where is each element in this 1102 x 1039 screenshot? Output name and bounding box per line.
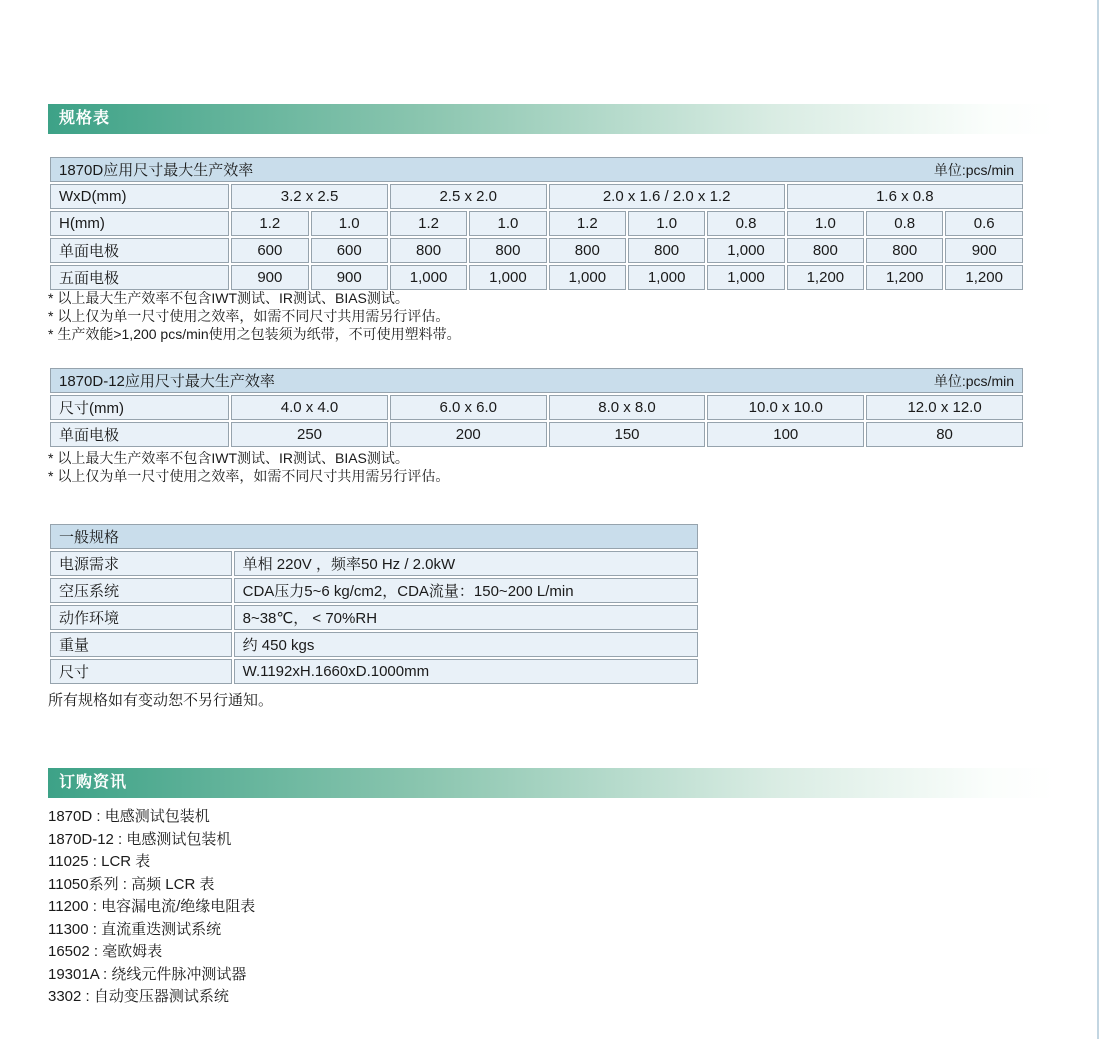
table-cell: 1.0 <box>787 211 864 236</box>
table-cell: 800 <box>549 238 626 263</box>
table-cell: 约 450 kgs <box>234 632 698 657</box>
table-cell: 80 <box>866 422 1023 447</box>
table-cell: 1.0 <box>311 211 388 236</box>
table-cell: 150 <box>549 422 706 447</box>
table-cell: 0.6 <box>945 211 1023 236</box>
row-label: 单面电极 <box>50 422 229 447</box>
table-cell: 1,000 <box>628 265 705 290</box>
ordering-item: 11300 : 直流重迭测试系统 <box>48 920 222 938</box>
table-cell: 8.0 x 8.0 <box>549 395 706 420</box>
spec-change-note: 所有规格如有变动恕不另行通知。 <box>48 692 274 709</box>
table-cell: 1,000 <box>707 265 784 290</box>
general-specs-title-cell <box>50 524 698 549</box>
ordering-item: 19301A : 绕线元件脉冲测试器 <box>48 965 247 983</box>
table-cell: 1,200 <box>866 265 943 290</box>
ordering-item: 11200 : 电容漏电流/绝缘电阻表 <box>48 898 256 915</box>
ordering-info-list <box>48 806 255 1009</box>
row-label: 尺寸(mm) <box>50 395 229 420</box>
ordering-item: 11050系列 : 高频 LCR 表 <box>48 875 215 893</box>
table2-title-cell <box>50 368 1023 393</box>
table-cell: 800 <box>390 238 467 263</box>
table-cell: 4.0 x 4.0 <box>231 395 388 420</box>
table2-footnotes <box>48 449 449 485</box>
ordering-item: 1870D : 电感测试包装机 <box>48 808 210 825</box>
table-cell: 800 <box>866 238 943 263</box>
table-cell: 800 <box>628 238 705 263</box>
section-header-specs <box>48 104 1055 134</box>
table-cell: 8~38℃， < 70%RH <box>234 605 698 630</box>
table-cell: W.1192xH.1660xD.1000mm <box>234 659 698 684</box>
row-label: 电源需求 <box>50 551 232 576</box>
table1-footnotes <box>48 289 461 343</box>
table-cell: 2.0 x 1.6 / 2.0 x 1.2 <box>549 184 785 209</box>
table-general-specs <box>48 522 700 686</box>
row-label: 空压系统 <box>50 578 232 603</box>
table1-title-cell <box>50 157 1023 182</box>
table-cell: 1.2 <box>549 211 626 236</box>
table-cell: 1.2 <box>231 211 308 236</box>
table-cell: 3.2 x 2.5 <box>231 184 388 209</box>
table-cell: 2.5 x 2.0 <box>390 184 547 209</box>
section-header-ordering <box>48 768 1055 798</box>
row-label: H(mm) <box>50 211 229 236</box>
table-cell: 900 <box>231 265 308 290</box>
footnote-line: * 以上仅为单一尺寸使用之效率，如需不同尺寸共用需另行评估。 <box>48 308 450 324</box>
row-label: 动作环境 <box>50 605 232 630</box>
table-cell: 10.0 x 10.0 <box>707 395 864 420</box>
table-1870d-efficiency <box>48 155 1025 292</box>
table-1870d12-efficiency <box>48 366 1025 449</box>
row-label: 尺寸 <box>50 659 232 684</box>
table-cell: 12.0 x 12.0 <box>866 395 1023 420</box>
footnote-line: * 生产效能>1,200 pcs/min使用之包装须为纸带，不可使用塑料带。 <box>48 326 461 342</box>
table-cell: 0.8 <box>707 211 784 236</box>
section-title-specs: 规格表 <box>59 110 111 127</box>
table-cell: 250 <box>231 422 388 447</box>
table-cell: 1,000 <box>469 265 546 290</box>
table-cell: 1.0 <box>628 211 705 236</box>
table-cell: 1.0 <box>469 211 546 236</box>
footnote-line: * 以上最大生产效率不包含IWT测试、IR测试、BIAS测试。 <box>48 290 409 306</box>
section-title-ordering: 订购资讯 <box>59 774 128 791</box>
table-cell: 1,000 <box>549 265 626 290</box>
ordering-item: 16502 : 毫欧姆表 <box>48 943 163 960</box>
table-cell: 1,000 <box>390 265 467 290</box>
table-cell: 1,200 <box>945 265 1023 290</box>
row-label: 五面电极 <box>50 265 229 290</box>
table-cell: 1.6 x 0.8 <box>787 184 1023 209</box>
table-cell: 6.0 x 6.0 <box>390 395 547 420</box>
table-cell: 1.2 <box>390 211 467 236</box>
table-cell: 900 <box>311 265 388 290</box>
table-cell: 600 <box>231 238 308 263</box>
footnote-line: * 以上仅为单一尺寸使用之效率，如需不同尺寸共用需另行评估。 <box>48 468 450 484</box>
row-label: WxD(mm) <box>50 184 229 209</box>
table-cell: 800 <box>787 238 864 263</box>
row-label: 重量 <box>50 632 232 657</box>
row-label: 单面电极 <box>50 238 229 263</box>
table-cell: 600 <box>311 238 388 263</box>
table-cell: 100 <box>707 422 864 447</box>
table-cell: 单相 220V ，频率50 Hz / 2.0kW <box>234 551 698 576</box>
table1-title: 1870D应用尺寸最大生产效率 <box>59 162 254 179</box>
ordering-item: 11025 : LCR 表 <box>48 853 151 870</box>
ordering-item: 1870D-12 : 电感测试包装机 <box>48 830 232 848</box>
table-cell: CDA压力5~6 kg/cm2，CDA流量：150~200 L/min <box>234 578 698 603</box>
table-cell: 900 <box>945 238 1023 263</box>
table-cell: 200 <box>390 422 547 447</box>
table-cell: 1,200 <box>787 265 864 290</box>
table1-unit-label: 单位:pcs/min <box>933 161 1014 178</box>
general-specs-title: 一般规格 <box>59 529 120 546</box>
table-cell: 800 <box>469 238 546 263</box>
table2-unit-label: 单位:pcs/min <box>933 372 1014 389</box>
table-cell: 1,000 <box>707 238 784 263</box>
footnote-line: * 以上最大生产效率不包含IWT测试、IR测试、BIAS测试。 <box>48 450 409 466</box>
table2-title: 1870D-12应用尺寸最大生产效率 <box>59 373 275 390</box>
ordering-item: 3302 : 自动变压器测试系统 <box>48 988 229 1005</box>
table-cell: 0.8 <box>866 211 943 236</box>
page-edge-line <box>1097 0 1099 1039</box>
